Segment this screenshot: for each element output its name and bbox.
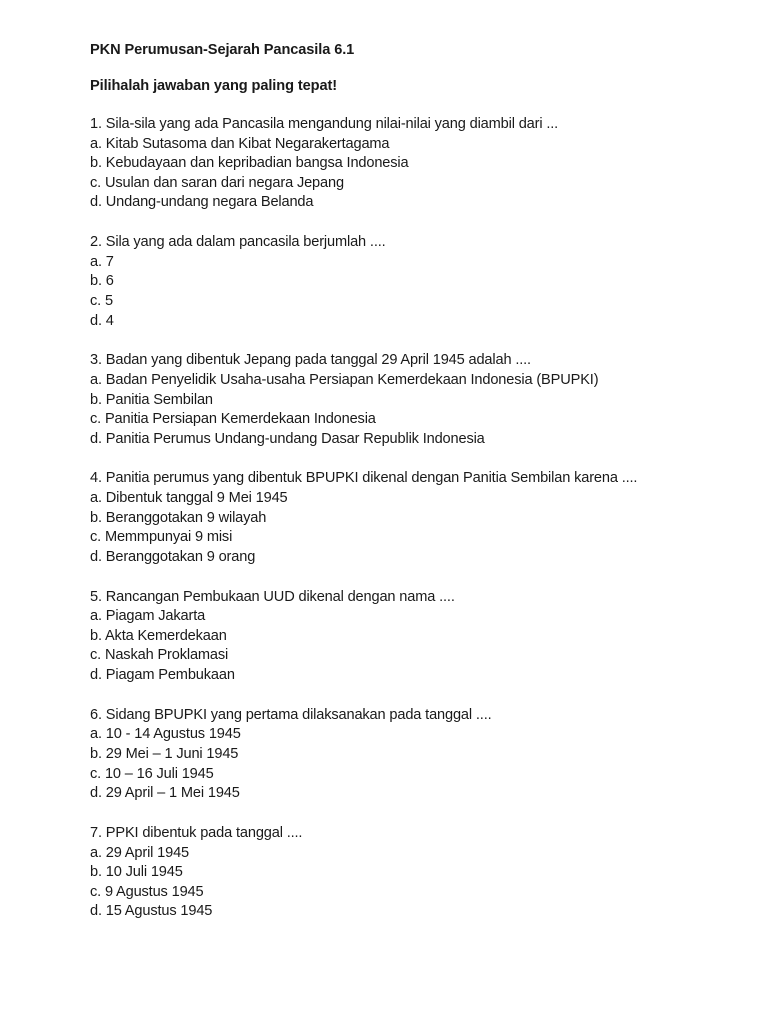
option-c: c. Naskah Proklamasi <box>90 647 229 664</box>
question-7 <box>90 824 730 922</box>
question-text: 7. PPKI dibentuk pada tanggal .... <box>90 824 303 841</box>
question-2 <box>90 233 730 331</box>
option-a: a. 29 April 1945 <box>90 844 190 861</box>
option-list <box>90 725 730 803</box>
option-c: c. 9 Agustus 1945 <box>90 883 204 900</box>
question-6 <box>90 706 730 804</box>
option-a: a. Badan Penyelidik Usaha-usaha Persiapan Kemerdekaan Indonesia (BPUPKI) <box>90 371 599 388</box>
document-title: PKN Perumusan-Sejarah Pancasila 6.1 <box>90 42 355 58</box>
option-list <box>90 371 730 449</box>
option-d: d. 15 Agustus 1945 <box>90 903 213 920</box>
option-a: a. 7 <box>90 253 114 270</box>
option-b: b. 6 <box>90 273 114 290</box>
option-c: c. 10 – 16 Juli 1945 <box>90 765 214 782</box>
option-list <box>90 607 730 685</box>
question-text: 2. Sila yang ada dalam pancasila berjumlah .... <box>90 234 386 251</box>
option-b: b. Akta Kemerdekaan <box>90 627 227 644</box>
question-list <box>90 115 730 922</box>
question-text: 6. Sidang BPUPKI yang pertama dilaksanakan pada tanggal .... <box>90 706 492 723</box>
option-c: c. Memmpunyai 9 misi <box>90 529 233 546</box>
question-text: 4. Panitia perumus yang dibentuk BPUPKI dikenal dengan Panitia Sembilan karena .... <box>90 470 638 487</box>
question-text: 1. Sila-sila yang ada Pancasila mengandung nilai-nilai yang diambil dari ... <box>90 116 559 132</box>
option-d: d. Undang-undang negara Belanda <box>90 194 314 211</box>
option-c: c. 5 <box>90 292 113 309</box>
option-c: c. Panitia Persiapan Kemerdekaan Indonesia <box>90 411 376 428</box>
option-d: d. Panitia Perumus Undang-undang Dasar Republik Indonesia <box>90 430 485 447</box>
document-page <box>90 41 730 942</box>
option-a: a. 10 - 14 Agustus 1945 <box>90 726 241 743</box>
option-b: b. Beranggotakan 9 wilayah <box>90 509 267 526</box>
option-a: a. Kitab Sutasoma dan Kibat Negarakertagama <box>90 135 390 152</box>
document-instruction: Pilihalah jawaban yang paling tepat! <box>90 78 337 94</box>
option-list <box>90 844 730 922</box>
option-b: b. 29 Mei – 1 Juni 1945 <box>90 745 239 762</box>
option-list <box>90 489 730 567</box>
question-3 <box>90 351 730 449</box>
question-text: 3. Badan yang dibentuk Jepang pada tanggal 29 April 1945 adalah .... <box>90 352 531 369</box>
option-d: d. 4 <box>90 312 114 329</box>
option-list <box>90 253 730 331</box>
option-b: b. Panitia Sembilan <box>90 391 213 408</box>
question-5 <box>90 588 730 686</box>
option-a: a. Dibentuk tanggal 9 Mei 1945 <box>90 490 288 507</box>
option-d: d. Piagam Pembukaan <box>90 667 235 683</box>
option-b: b. 10 Juli 1945 <box>90 864 183 881</box>
option-d: d. Beranggotakan 9 orang <box>90 548 256 565</box>
option-a: a. Piagam Jakarta <box>90 608 206 625</box>
option-c: c. Usulan dan saran dari negara Jepang <box>90 174 344 191</box>
option-b: b. Kebudayaan dan kepribadian bangsa Indonesia <box>90 155 409 172</box>
option-d: d. 29 April – 1 Mei 1945 <box>90 785 240 802</box>
question-4 <box>90 469 730 567</box>
question-text: 5. Rancangan Pembukaan UUD dikenal dengan nama .... <box>90 588 455 605</box>
question-1 <box>90 115 730 213</box>
option-list <box>90 135 730 213</box>
